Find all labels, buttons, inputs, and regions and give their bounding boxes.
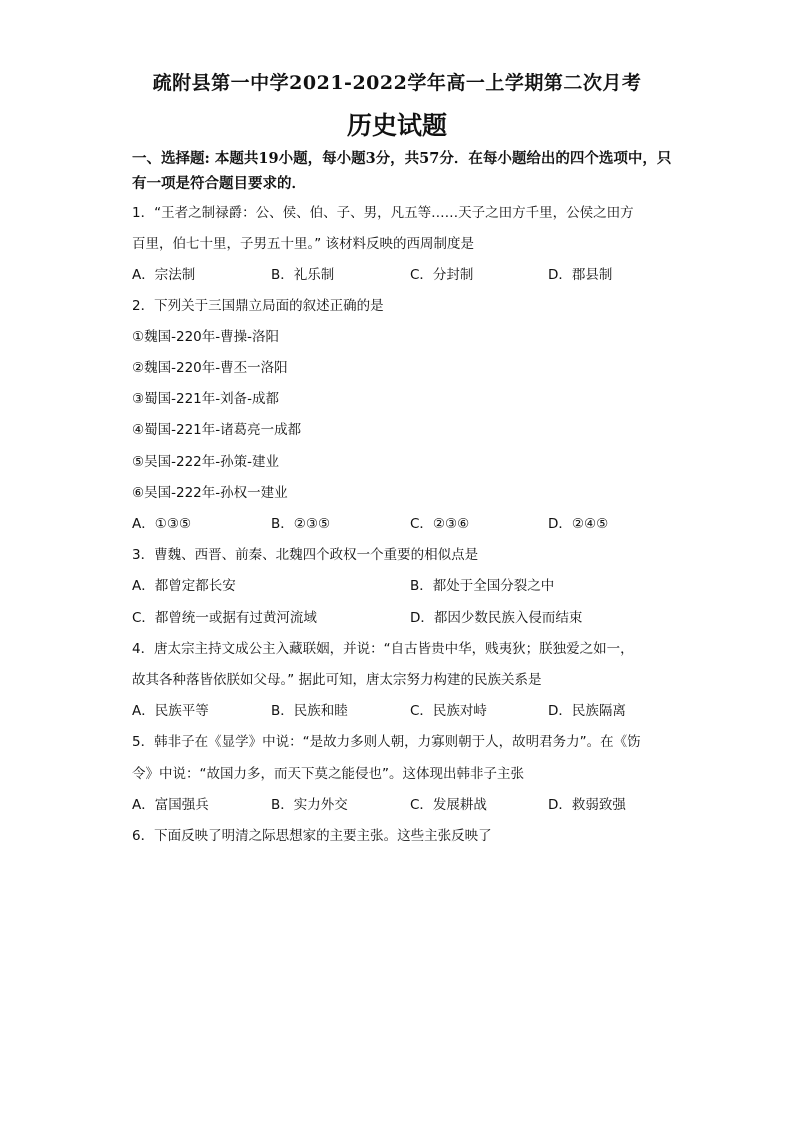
- question-3-option-d: D．都因少数民族入侵而结束: [410, 610, 583, 626]
- question-5-option-a: A．富国强兵: [132, 797, 209, 813]
- question-4-option-b: B．民族和睦: [271, 703, 348, 719]
- question-5-option-b: B．实力外交: [271, 797, 348, 813]
- question-2-item-1: ①魏国-220年-曹操-洛阳: [132, 329, 279, 345]
- question-1-option-a: A．宗法制: [132, 267, 196, 283]
- question-1-stem-line-2: 百里，伯七十里，子男五十里。” 该材料反映的西周制度是: [132, 236, 475, 252]
- question-3-option-b: B．都处于全国分裂之中: [410, 578, 555, 594]
- question-4-option-c: C．民族对峙: [410, 703, 487, 719]
- question-2-item-6: ⑥吴国-222年-孙权一建业: [132, 485, 288, 501]
- question-4-option-a: A．民族平等: [132, 703, 209, 719]
- question-3-option-a: A．都曾定都长安: [132, 578, 236, 594]
- question-2-stem: 2．下列关于三国鼎立局面的叙述正确的是: [132, 298, 384, 314]
- question-5-stem-line-2: 令》中说：“故国力多，而天下莫之能侵也”。这体现出韩非子主张: [132, 766, 524, 782]
- question-1-stem-line-1: 1．“王者之制禄爵：公、侯、伯、子、男，凡五等……天子之田方千里，公侯之田方: [132, 205, 634, 221]
- question-3-stem: 3．曹魏、西晋、前秦、北魏四个政权一个重要的相似点是: [132, 547, 479, 563]
- question-2-item-4: ④蜀国-221年-诸葛亮一成都: [132, 422, 302, 438]
- subject-title: 历史试题: [346, 111, 447, 140]
- question-2-item-5: ⑤吴国-222年-孙策-建业: [132, 454, 279, 470]
- question-3-option-c: C．都曾统一或据有过黄河流域: [132, 610, 317, 626]
- question-2-option-d: D．②④⑤: [548, 516, 609, 532]
- section-instructions-line-1: 一、选择题: 本题共19小题，每小题3分，共57分．在每小题给出的四个选项中，只: [132, 150, 672, 167]
- exam-title: 疏附县第一中学2021-2022学年高一上学期第二次月考: [152, 72, 642, 94]
- question-4-stem-line-2: 故其各种落皆依朕如父母。” 据此可知，唐太宗努力构建的民族关系是: [132, 672, 542, 688]
- question-5-option-c: C．发展耕战: [410, 797, 487, 813]
- question-4-option-d: D．民族隔离: [548, 703, 626, 719]
- question-4-stem-line-1: 4．唐太宗主持文成公主入藏联姻，并说：“自古皆贵中华，贱夷狄；朕独爱之如一，: [132, 641, 634, 657]
- question-1-option-c: C．分封制: [410, 267, 474, 283]
- question-2-option-a: A．①③⑤: [132, 516, 192, 532]
- question-2-item-2: ②魏国-220年-曹丕一洛阳: [132, 360, 288, 376]
- question-2-item-3: ③蜀国-221年-刘备-成都: [132, 391, 279, 407]
- question-6-stem: 6．下面反映了明清之际思想家的主要主张。这些主张反映了: [132, 828, 492, 844]
- question-5-option-d: D．救弱致强: [548, 797, 626, 813]
- section-instructions-line-2: 有一项是符合题目要求的．: [132, 175, 306, 192]
- question-1-option-d: D．郡县制: [548, 267, 613, 283]
- question-2-option-c: C．②③⑥: [410, 516, 470, 532]
- question-5-stem-line-1: 5．韩非子在《显学》中说：“是故力多则人朝，力寡则朝于人，故明君务力”。在《饬: [132, 734, 641, 750]
- question-1-option-b: B．礼乐制: [271, 267, 335, 283]
- question-2-option-b: B．②③⑤: [271, 516, 331, 532]
